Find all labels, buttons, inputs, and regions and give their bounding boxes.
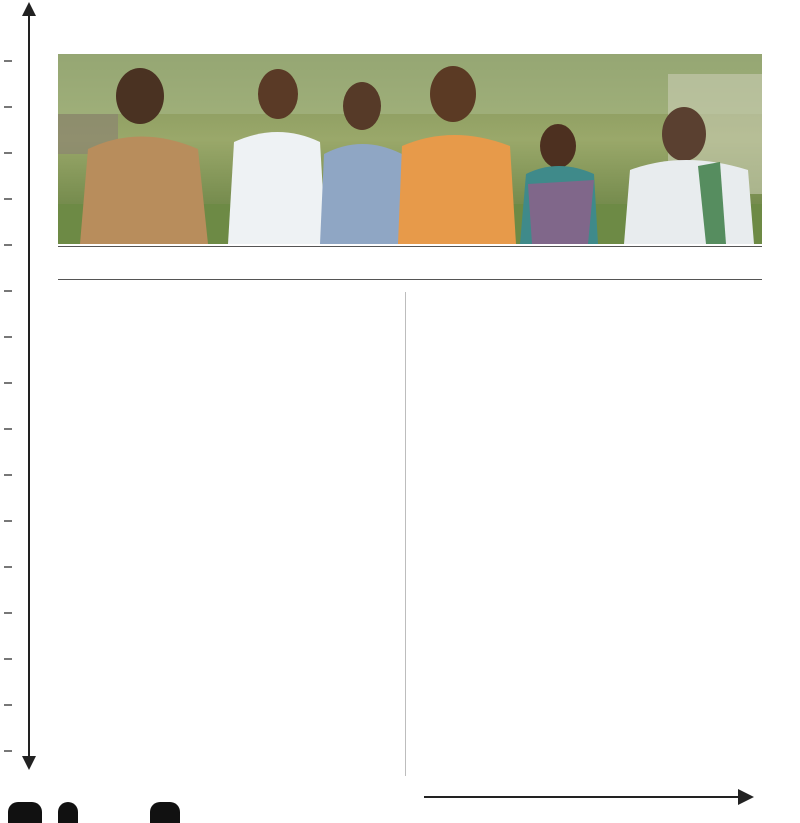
headline — [60, 2, 760, 52]
photo-caption — [58, 246, 762, 280]
continuation-rule — [424, 796, 742, 798]
news-photo — [58, 54, 762, 244]
arrow-right-icon — [738, 789, 754, 805]
next-story-snippet — [424, 808, 764, 823]
arrow-down-icon — [22, 756, 36, 770]
page-edge-marks — [4, 60, 12, 760]
next-headline-fragment — [0, 800, 200, 823]
column-rule-vertical — [28, 8, 30, 760]
arrow-up-icon — [22, 2, 36, 16]
article-column-1 — [58, 286, 388, 782]
column-divider — [405, 292, 406, 776]
article-column-2 — [424, 286, 754, 782]
